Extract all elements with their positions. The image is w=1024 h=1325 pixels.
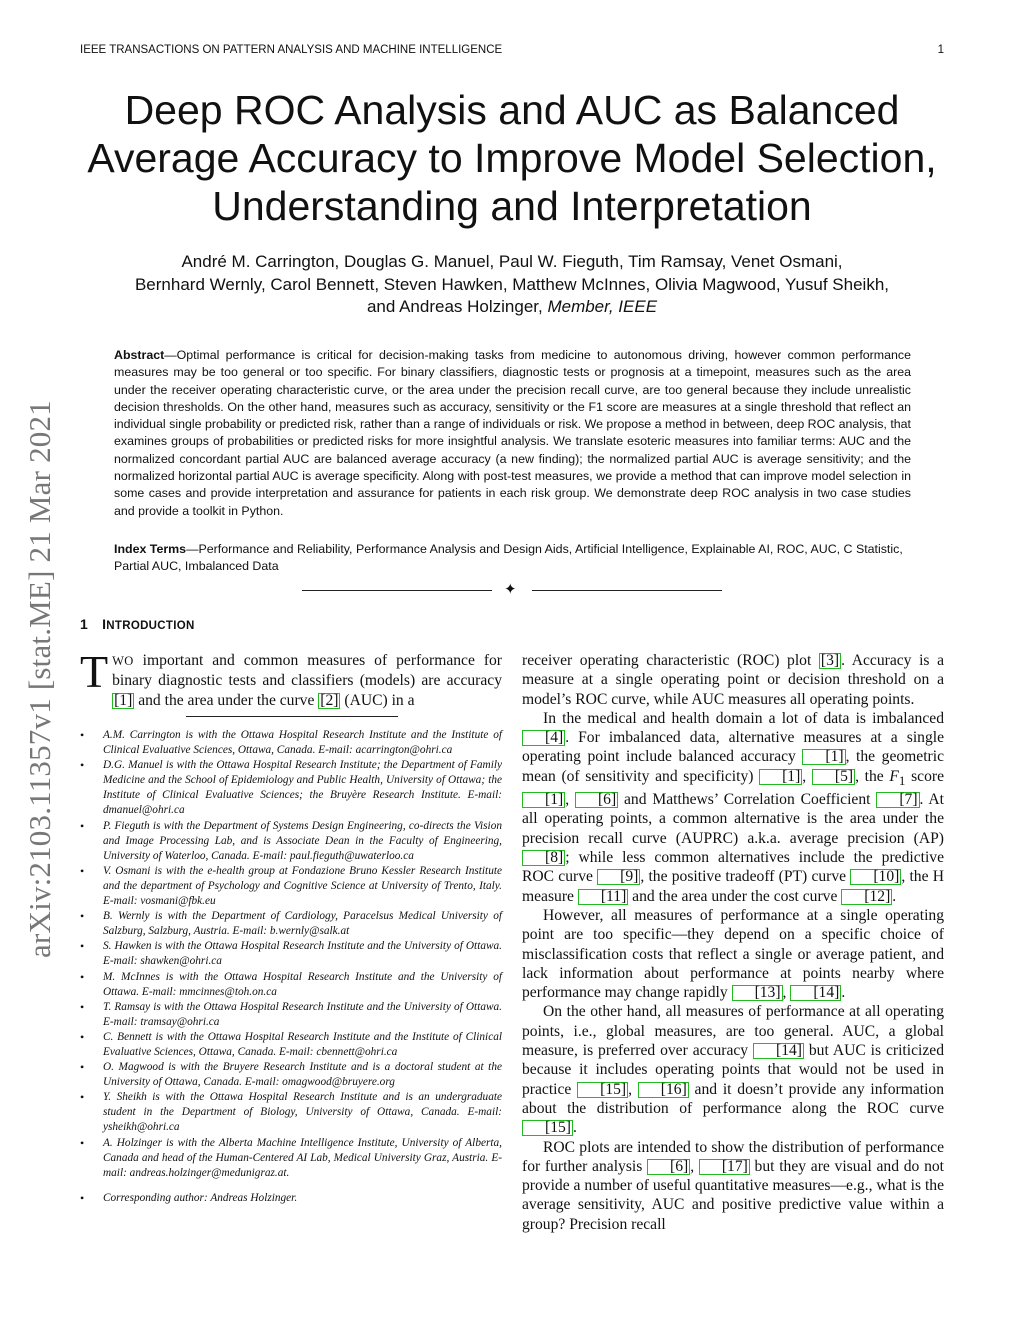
citation-link[interactable]: [1] bbox=[522, 792, 565, 808]
abstract-text: —Optimal performance is critical for decision-making tasks from medicine to autonomous driving, however common performance measures may be too general or too specific. For binary classifiers, diagnostic tests or prognosis at a timepoint, measures such as the area under the receiver operating characteristic curve, or the area under the precision recall curve, are too general because they include unrealistic decision thresholds. On the other hand, measures such as accuracy, sensitivity or the F1 score are measures at a single threshold that reflect an individual single probability or predicted risk, rather than a range of individuals or risk. We propose a method in between, deep ROC analysis, that examines groups of probabilities or predicted risks for more insightful analysis. We translate esoteric measures into familiar terms: AUC and the normalized concordant partial AUC are balanced average accuracy (a new finding); the normalized partial AUC is average sensitivity; and the normalized horizontal partial AUC is average specificity. Along with post-test measures, we provide a method that can improve model selection in some cases and provide interpretation and assurance for patients in each risk group. We demonstrate deep ROC analysis in two case studies and provide a toolkit in Python. bbox=[114, 348, 911, 518]
f1-subscript: 1 bbox=[898, 772, 906, 788]
abstract-label: Abstract bbox=[114, 348, 165, 362]
drop-cap: T bbox=[80, 646, 109, 697]
body-text: important and common measures of performance for binary diagnostic tests and classifiers (models) are accuracy bbox=[112, 652, 502, 690]
index-terms-label: Index Terms bbox=[114, 542, 187, 556]
body-text: , bbox=[628, 1080, 638, 1098]
citation-link[interactable]: [6] bbox=[575, 792, 618, 808]
body-text: In the medical and health domain a lot of data is imbalanced bbox=[543, 709, 944, 727]
body-text: . bbox=[572, 1119, 577, 1137]
citation-link[interactable]: [14] bbox=[790, 985, 841, 1001]
body-text: (AUC) in a bbox=[340, 691, 415, 709]
affiliation-item: • B. Wernly is with the Department of Cardiology, Paracelsus Medical University of Salzburg, Salzburg, Austria. E-mail: b.wernly@salk.at bbox=[80, 909, 502, 939]
citation-link[interactable]: [8] bbox=[522, 850, 565, 866]
citation-link[interactable]: [4] bbox=[522, 730, 565, 746]
body-text: , bbox=[565, 791, 575, 809]
author-line: André M. Carrington, Douglas G. Manuel, Paul W. Fieguth, Tim Ramsay, Venet Osmani, bbox=[181, 252, 843, 271]
body-text: , the positive tradeoff (PT) curve bbox=[640, 868, 851, 886]
affiliation-item: • C. Bennett is with the Ottawa Hospital Research Institute and the Institute of Clinical Evaluative Sciences, Ottawa, Canada. E-mail: cbennett@ohri.ca bbox=[80, 1030, 502, 1060]
body-text: . For imbalanced data, alternative measures at a single operating point include balanced accuracy bbox=[522, 729, 944, 766]
title-line: Average Accuracy to Improve Model Selection, bbox=[87, 135, 937, 181]
abstract bbox=[114, 347, 911, 520]
affiliation-item: • T. Ramsay is with the Ottawa Hospital Research Institute and the University of Ottawa. E-mail: tramsay@ohri.ca bbox=[80, 1000, 502, 1030]
citation-link[interactable]: [1] bbox=[114, 691, 133, 709]
citation-link[interactable]: [1] bbox=[802, 749, 845, 765]
affiliation-footnotes bbox=[80, 728, 502, 1206]
body-text: , bbox=[782, 984, 791, 1002]
f1-symbol: F bbox=[889, 767, 899, 785]
corresponding-author: • Corresponding author: Andreas Holzinger. bbox=[80, 1191, 502, 1206]
smallcaps-lead: WO bbox=[112, 654, 134, 668]
footnote-rule bbox=[186, 716, 398, 717]
citation-link[interactable]: [10] bbox=[850, 869, 901, 885]
section-separator bbox=[302, 582, 722, 596]
body-text: score bbox=[905, 767, 944, 785]
citation-link[interactable]: [9] bbox=[597, 869, 640, 885]
arxiv-stamp: arXiv:2103.11357v1 [stat.ME] 21 Mar 2021 bbox=[22, 400, 57, 958]
citation-link[interactable]: [15] bbox=[522, 1120, 573, 1136]
body-text: . bbox=[841, 984, 846, 1002]
citation-link[interactable]: [3] bbox=[820, 652, 840, 669]
affiliation-item: • M. McInnes is with the Ottawa Hospital Research Institute and the University of Ottawa. E-mail: mmcinnes@toh.on.ca bbox=[80, 970, 502, 1000]
body-text: but AUC is criticized because it includes operating points that would not be used in practice bbox=[522, 1042, 944, 1098]
body-text: On the other hand, all measures of performance at all operating points, i.e., global measures, are too general. AUC, a global measure, is preferred over accuracy bbox=[522, 1003, 944, 1060]
affiliation-item: • O. Magwood is with the Bruyere Research Institute and is a doctoral student at the University of Ottawa, Canada. E-mail: omagwood@bruyere.org bbox=[80, 1060, 502, 1090]
affiliation-item: • P. Fieguth is with the Department of Systems Design Engineering, co-directs the Vision and Image Processing Lab, and is Associate Dean in the Faculty of Engineering, University of Waterloo, Canada. E-mail: paul.fieguth@uwaterloo.ca bbox=[80, 819, 502, 864]
citation-link[interactable]: [5] bbox=[812, 769, 855, 785]
body-text: and it doesn’t provide any information about the distribution of performance along the ROC curve bbox=[522, 1080, 945, 1117]
body-text: but they are visual and do not provide a number of useful quantitative measures—e.g., what is the average sensitivity, AUC and positive predictive value within a group? Precision recall bbox=[522, 1157, 944, 1233]
body-text: , bbox=[802, 767, 812, 785]
affiliation-item: • A.M. Carrington is with the Ottawa Hospital Research Institute and the Institute of Clinical Evaluative Sciences, Ottawa, Canada. E-mail: acarrington@ohri.ca bbox=[80, 728, 502, 758]
body-text: receiver operating characteristic (ROC) plot bbox=[522, 652, 819, 669]
body-text: . At all operating points, a common alternative is the area under the precision recall curve (AUPRC) a.k.a. average precision (AP) bbox=[522, 791, 945, 847]
paragraph bbox=[522, 651, 944, 709]
section-title-initial: I bbox=[102, 616, 107, 632]
body-text: However, all measures of performance at a single operating point are too specific—they depend on a specific choice of misclassification costs that reflect a single or average patient, and lack information about performance at points nearby where performance may change rapidly bbox=[522, 906, 944, 1002]
citation-link[interactable]: [14] bbox=[753, 1043, 804, 1059]
body-text: , the geometric mean (of sensitivity and specificity) bbox=[522, 748, 944, 785]
affiliation-item: • Y. Sheikh is with the Ottawa Hospital Research Institute and is an undergraduate student in the Department of Biology, University of Ottawa, Canada. E-mail: ysheikh@ohri.ca bbox=[80, 1090, 502, 1135]
author-role: Member, IEEE bbox=[547, 297, 658, 316]
citation-link[interactable]: [6] bbox=[647, 1159, 690, 1175]
index-terms-text: —Performance and Reliability, Performance Analysis and Design Aids, Artificial Intelligence, Explainable AI, ROC, AUC, C Statistic, Partial AUC, Imbalanced Data bbox=[114, 542, 903, 574]
body-text: and the area under the curve bbox=[134, 691, 319, 709]
affiliation-item: • S. Hawken is with the Ottawa Hospital Research Institute and the University of Ottawa. E-mail: shawken@ohri.ca bbox=[80, 939, 502, 969]
paragraph bbox=[522, 906, 944, 1002]
body-text: , bbox=[690, 1157, 699, 1175]
citation-link[interactable]: [7] bbox=[876, 792, 919, 808]
page-number: 1 bbox=[937, 44, 944, 56]
affiliation-item: • D.G. Manuel is with the Ottawa Hospital Research Institute; the Department of Family Medicine and the School of Epidemiology and Public Health, University of Ottawa; the Institute of Clinical Evaluative Sciences; the Bruyère Research Institute. E-mail: dmanuel@ohri.ca bbox=[80, 758, 502, 818]
citation-link[interactable]: [16] bbox=[638, 1082, 689, 1098]
citation-link[interactable]: [2] bbox=[320, 691, 339, 709]
body-text: , the H measure bbox=[522, 868, 944, 905]
paper-title bbox=[60, 86, 964, 230]
body-text: , the bbox=[855, 767, 890, 785]
running-header bbox=[80, 44, 944, 56]
paragraph bbox=[522, 709, 944, 906]
citation-link[interactable]: [11] bbox=[578, 889, 628, 905]
body-text: ; while less common alternatives include the predictive ROC curve bbox=[522, 849, 944, 886]
body-text: and the area under the cost curve bbox=[628, 887, 842, 905]
title-line: Deep ROC Analysis and AUC as Balanced bbox=[124, 87, 900, 133]
citation-link[interactable]: [13] bbox=[732, 985, 783, 1001]
separator-rule-left bbox=[302, 590, 492, 591]
section-title-rest: NTRODUCTION bbox=[106, 620, 195, 632]
affiliation-item: • A. Holzinger is with the Alberta Machine Intelligence Institute, University of Alberta, Canada and head of the Human-Centered AI Lab, Medical University Graz, Austria. E-mail: andreas.holzinger@medunigraz.at. bbox=[80, 1136, 502, 1181]
affiliation-item: • V. Osmani is with the e-health group at Fondazione Bruno Kessler Research Institute and the department of Psychology and Cognitive Science at University of Trento, Italy. E-mail: vosmani@fbk.eu bbox=[80, 864, 502, 909]
index-terms bbox=[114, 541, 911, 576]
paragraph bbox=[522, 1002, 944, 1137]
body-text: ROC plots are intended to show the distribution of performance for further analysis bbox=[522, 1138, 944, 1175]
author-line: Bernhard Wernly, Carol Bennett, Steven Hawken, Matthew McInnes, Olivia Magwood, Yusuf Sheikh, bbox=[134, 274, 890, 294]
body-text: . Accuracy is a measure at a single operating point or decision threshold on a model’s ROC curve, while AUC measures all operating points. bbox=[522, 652, 944, 708]
author-line bbox=[60, 296, 964, 319]
paragraph bbox=[522, 1138, 944, 1234]
right-column bbox=[522, 651, 944, 1234]
journal-name: IEEE TRANSACTIONS ON PATTERN ANALYSIS AND MACHINE INTELLIGENCE bbox=[80, 44, 503, 56]
author-list bbox=[60, 251, 964, 319]
citation-link[interactable]: [15] bbox=[577, 1082, 628, 1098]
body-text: and Matthews’ Correlation Coefficient bbox=[618, 791, 877, 809]
title-line: Understanding and Interpretation bbox=[212, 183, 812, 229]
citation-link[interactable]: [12] bbox=[841, 889, 892, 905]
section-heading bbox=[80, 616, 195, 632]
separator-diamond-icon: ✦ bbox=[504, 581, 517, 598]
section-number: 1 bbox=[80, 616, 89, 632]
body-text: . bbox=[892, 887, 897, 905]
author-line-prefix: and Andreas Holzinger, bbox=[366, 297, 548, 316]
citation-link[interactable]: [1] bbox=[759, 769, 802, 785]
separator-rule-right bbox=[532, 590, 722, 591]
citation-link[interactable]: [17] bbox=[699, 1159, 750, 1175]
intro-paragraph bbox=[80, 646, 502, 710]
